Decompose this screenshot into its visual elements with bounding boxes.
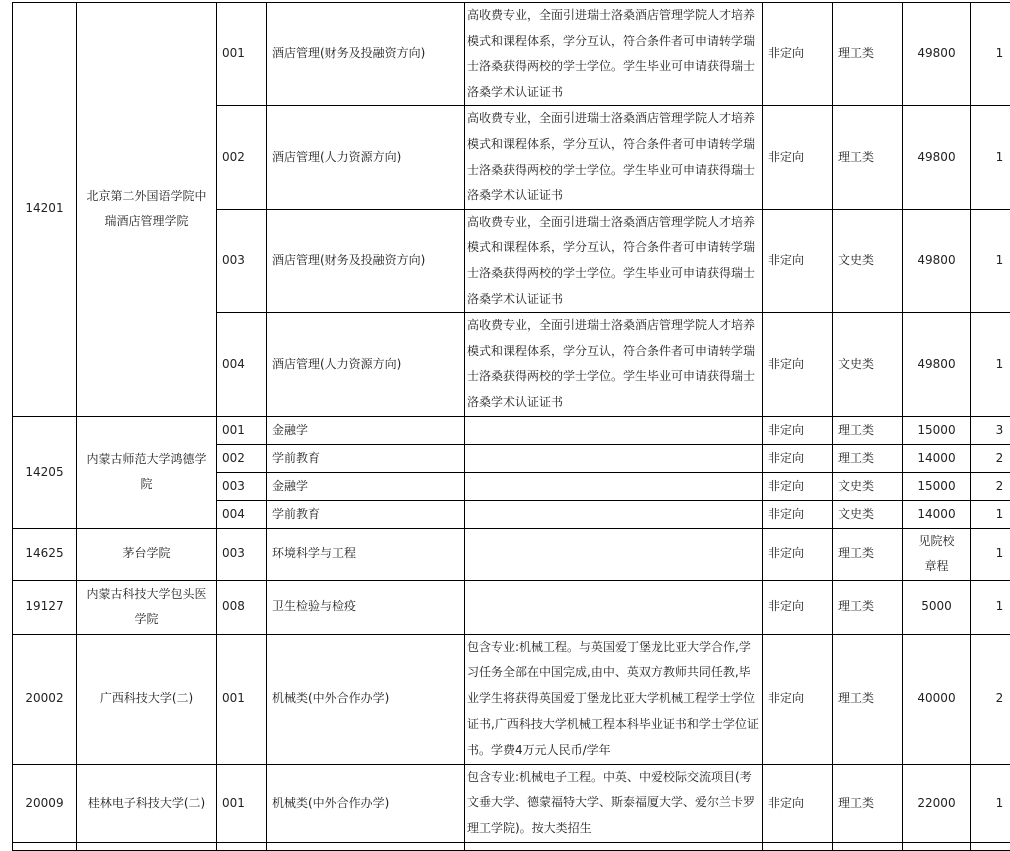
plan-type: 非定向 (763, 416, 833, 444)
table-row (13, 3, 1010, 106)
plan-type: 非定向 (763, 472, 833, 500)
table-cell-empty (763, 843, 833, 851)
major-number: 003 (217, 528, 267, 580)
table-row-partial (13, 843, 1010, 851)
major-note: 包含专业:机械工程。与英国爱丁堡龙比亚大学合作,学习任务全部在中国完成,由中、英双方教师共同任教,毕业学生将获得英国爱丁堡龙比亚大学机械工程学士学位证书,广西科技大学机械工程本科毕业证书和学士学位证书。学费4万元人民币/学年 (465, 634, 763, 764)
major-name: 酒店管理(人力资源方向) (267, 106, 465, 209)
subject-category: 理工类 (833, 634, 903, 764)
table-cell-empty (465, 843, 763, 851)
subject-category: 文史类 (833, 472, 903, 500)
enrollment-count: 1 (971, 580, 1010, 634)
institution-code: 14201 (13, 3, 77, 417)
tuition-fee: 见院校章程 (903, 528, 971, 580)
plan-type: 非定向 (763, 444, 833, 472)
major-note: 高收费专业，全面引进瑞士洛桑酒店管理学院人才培养模式和课程体系，学分互认，符合条件者可申请转学瑞士洛桑获得两校的学士学位。学生毕业可申请获得瑞士洛桑学术认证证书 (465, 106, 763, 209)
major-name: 环境科学与工程 (267, 528, 465, 580)
institution-code: 14205 (13, 416, 77, 528)
enrollment-count: 1 (971, 209, 1010, 312)
major-number: 004 (217, 500, 267, 528)
major-name: 金融学 (267, 416, 465, 444)
enrollment-count: 3 (971, 416, 1010, 444)
table-cell-empty (13, 843, 77, 851)
tuition-fee: 49800 (903, 3, 971, 106)
plan-type: 非定向 (763, 209, 833, 312)
tuition-fee: 49800 (903, 313, 971, 416)
subject-category: 理工类 (833, 764, 903, 842)
major-note: 高收费专业，全面引进瑞士洛桑酒店管理学院人才培养模式和课程体系，学分互认，符合条件者可申请转学瑞士洛桑获得两校的学士学位。学生毕业可申请获得瑞士洛桑学术认证证书 (465, 3, 763, 106)
enrollment-count: 1 (971, 313, 1010, 416)
subject-category: 理工类 (833, 580, 903, 634)
major-number: 001 (217, 3, 267, 106)
tuition-fee: 5000 (903, 580, 971, 634)
major-number: 001 (217, 634, 267, 764)
enrollment-count: 2 (971, 444, 1010, 472)
tuition-fee: 14000 (903, 444, 971, 472)
tuition-fee: 22000 (903, 764, 971, 842)
institution-code: 19127 (13, 580, 77, 634)
plan-type: 非定向 (763, 313, 833, 416)
institution-name: 广西科技大学(二) (77, 634, 217, 764)
major-name: 酒店管理(财务及投融资方向) (267, 209, 465, 312)
major-name: 机械类(中外合作办学) (267, 634, 465, 764)
major-note (465, 500, 763, 528)
institution-code: 14625 (13, 528, 77, 580)
major-note (465, 444, 763, 472)
plan-type: 非定向 (763, 500, 833, 528)
table-cell-empty (267, 843, 465, 851)
institution-name: 内蒙古师范大学鸿德学院 (77, 416, 217, 528)
major-number: 008 (217, 580, 267, 634)
institution-name: 茅台学院 (77, 528, 217, 580)
table-cell-empty (903, 843, 971, 851)
enrollment-count: 1 (971, 3, 1010, 106)
enrollment-count: 2 (971, 634, 1010, 764)
tuition-fee: 15000 (903, 472, 971, 500)
plan-type: 非定向 (763, 3, 833, 106)
major-note: 高收费专业，全面引进瑞士洛桑酒店管理学院人才培养模式和课程体系，学分互认，符合条件者可申请转学瑞士洛桑获得两校的学士学位。学生毕业可申请获得瑞士洛桑学术认证证书 (465, 313, 763, 416)
institution-code: 20009 (13, 764, 77, 842)
institution-code: 20002 (13, 634, 77, 764)
plan-type: 非定向 (763, 634, 833, 764)
major-name: 机械类(中外合作办学) (267, 764, 465, 842)
table-row (13, 764, 1010, 842)
institution-name: 桂林电子科技大学(二) (77, 764, 217, 842)
table-cell-empty (833, 843, 903, 851)
major-note: 高收费专业，全面引进瑞士洛桑酒店管理学院人才培养模式和课程体系，学分互认，符合条件者可申请转学瑞士洛桑获得两校的学士学位。学生毕业可申请获得瑞士洛桑学术认证证书 (465, 209, 763, 312)
institution-name: 北京第二外国语学院中瑞酒店管理学院 (77, 3, 217, 417)
table-row (13, 580, 1010, 634)
table-row (13, 634, 1010, 764)
subject-category: 理工类 (833, 106, 903, 209)
table-cell-empty (971, 843, 1010, 851)
subject-category: 理工类 (833, 444, 903, 472)
enrollment-count: 1 (971, 500, 1010, 528)
subject-category: 理工类 (833, 416, 903, 444)
major-number: 001 (217, 764, 267, 842)
major-number: 002 (217, 106, 267, 209)
table-row (13, 528, 1010, 580)
subject-category: 文史类 (833, 209, 903, 312)
table-cell-empty (77, 843, 217, 851)
major-name: 卫生检验与检疫 (267, 580, 465, 634)
major-note (465, 580, 763, 634)
tuition-fee: 40000 (903, 634, 971, 764)
tuition-fee: 14000 (903, 500, 971, 528)
tuition-fee: 49800 (903, 209, 971, 312)
subject-category: 理工类 (833, 528, 903, 580)
subject-category: 理工类 (833, 3, 903, 106)
tuition-fee: 49800 (903, 106, 971, 209)
major-number: 004 (217, 313, 267, 416)
plan-type: 非定向 (763, 106, 833, 209)
enrollment-count: 1 (971, 764, 1010, 842)
major-number: 002 (217, 444, 267, 472)
major-note (465, 528, 763, 580)
major-number: 003 (217, 209, 267, 312)
table-cell-empty (217, 843, 267, 851)
major-name: 酒店管理(人力资源方向) (267, 313, 465, 416)
institution-name: 内蒙古科技大学包头医学院 (77, 580, 217, 634)
enrollment-count: 1 (971, 106, 1010, 209)
major-number: 003 (217, 472, 267, 500)
tuition-fee: 15000 (903, 416, 971, 444)
plan-type: 非定向 (763, 580, 833, 634)
subject-category: 文史类 (833, 500, 903, 528)
table-row (13, 416, 1010, 444)
admissions-table (12, 2, 1010, 851)
plan-type: 非定向 (763, 528, 833, 580)
major-name: 酒店管理(财务及投融资方向) (267, 3, 465, 106)
major-name: 学前教育 (267, 444, 465, 472)
major-note (465, 472, 763, 500)
enrollment-count: 2 (971, 472, 1010, 500)
plan-type: 非定向 (763, 764, 833, 842)
major-note: 包含专业:机械电子工程。中英、中爱校际交流项目(考文垂大学、德蒙福特大学、斯泰福厦大学、爱尔兰卡罗理工学院)。按大类招生 (465, 764, 763, 842)
major-name: 金融学 (267, 472, 465, 500)
major-number: 001 (217, 416, 267, 444)
major-note (465, 416, 763, 444)
major-name: 学前教育 (267, 500, 465, 528)
enrollment-count: 1 (971, 528, 1010, 580)
subject-category: 文史类 (833, 313, 903, 416)
